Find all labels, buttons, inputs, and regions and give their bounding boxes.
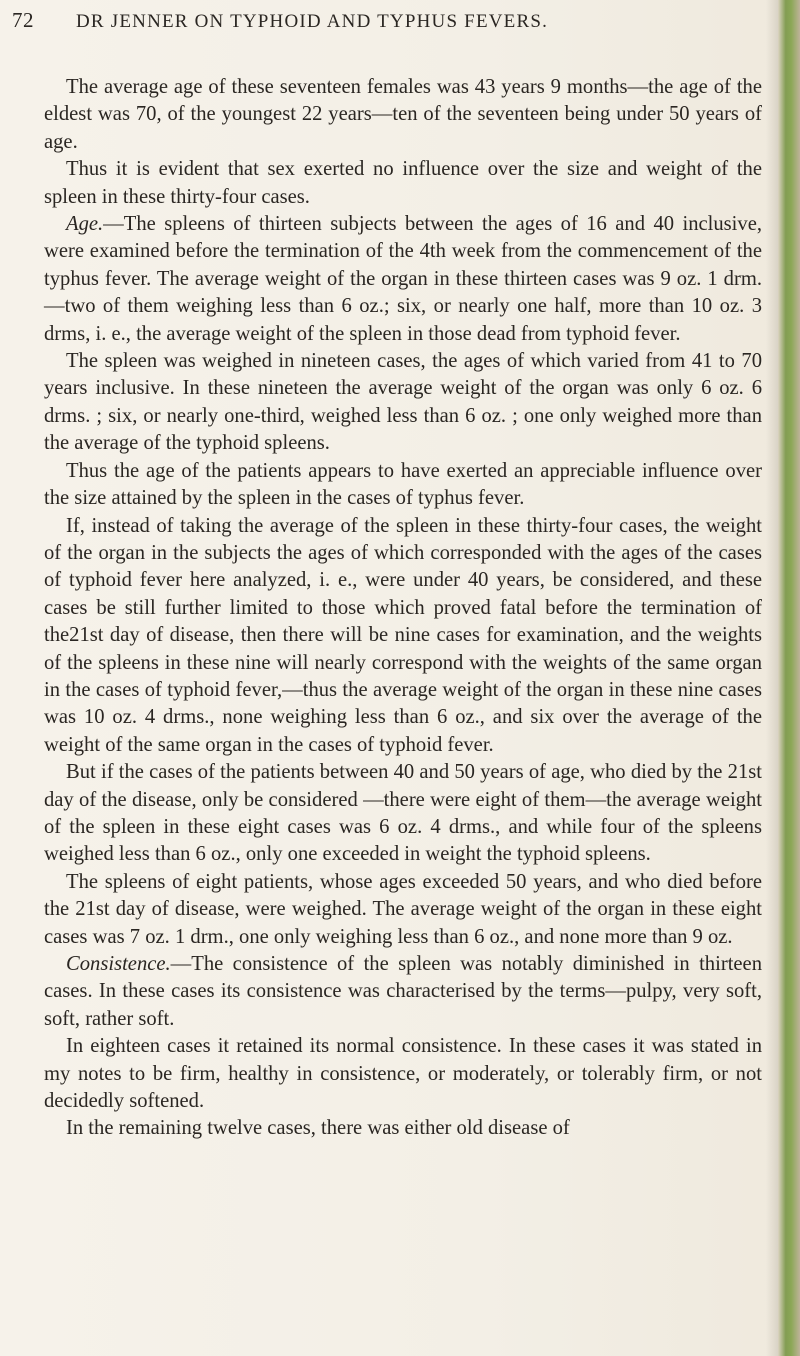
paragraph-text: —The spleens of thirteen subjects between the ages of 16 and 40 inclusive, were examined before the termination of the 4th week from the commencement of the typhus fever. The average weight of the organ in these thirteen cases was 9 oz. 1 drm.—two of them weighing less than 6 oz.; six, or nearly one half, more than 10 oz. 3 drms, i. e., the average weight of the spleen in those dead from typhoid fever. bbox=[44, 213, 762, 345]
paragraph-text: The spleen was weighed in nineteen cases, the ages of which varied from 41 to 70 years inclusive. In these nineteen the average weight of the organ was only 6 oz. 6 drms. ; six, or nearly one-third, weighed less than 6 oz. ; one only weighed more than the average of the typhoid spleens. bbox=[44, 350, 762, 455]
section-lead: Consistence. bbox=[66, 953, 171, 975]
paragraph-text: If, instead of taking the average of the spleen in these thirty-four cases, the weight of the organ in the subjects the ages of which corresponded with the ages of the cases of typhoid fever here analyzed, i. e., were under 40 years, be considered, and these cases be still further limited to those which proved fatal before the termination of the21st day of disease, then there will be nine cases for examination, and the weights of the spleens in these nine will nearly correspond with the weights of the same organ in the cases of typhoid fever,—thus the average weight of the organ in these nine cases was 10 oz. 4 drms., none weighing less than 6 oz., and six over the average of the weight of the same organ in the cases of typhoid fever. bbox=[44, 514, 762, 756]
paragraph bbox=[44, 951, 762, 1033]
paragraph bbox=[44, 156, 762, 211]
running-title: DR JENNER ON TYPHOID AND TYPHUS FEVERS. bbox=[76, 11, 549, 32]
paragraph bbox=[44, 348, 762, 458]
paragraph-text: But if the cases of the patients between 40 and 50 years of age, who died by the 21st day of the disease, only be considered —there were eight of them—the average weight of the spleen in these eight cases was 6 oz. 4 drms., and while four of the spleens weighed less than 6 oz., only one exceeded in weight the typhoid spleens. bbox=[44, 761, 762, 866]
paragraph bbox=[44, 1115, 762, 1142]
body-text bbox=[44, 74, 762, 1143]
paragraph bbox=[44, 1033, 762, 1115]
paragraph-text: In eighteen cases it retained its normal consistence. In these cases it was stated in my notes to be firm, healthy in consistence, or moderately, or tolerably firm, or not decidedly softened. bbox=[44, 1035, 762, 1113]
section-lead: Age. bbox=[66, 213, 104, 236]
paragraph-text: The average age of these seventeen females was 43 years 9 months—the age of the eldest was 70, of the youngest 22 years—ten of the seventeen being under 50 years of age. bbox=[44, 76, 762, 153]
paragraph-text: Thus it is evident that sex exerted no influence over the size and weight of the spleen in these thirty-four cases. bbox=[44, 158, 762, 208]
paragraph bbox=[44, 869, 762, 951]
paragraph bbox=[44, 211, 762, 348]
paragraph-text: The spleens of eight patients, whose ages exceeded 50 years, and who died before the 21st day of disease, were weighed. The average weight of the organ in these eight cases was 7 oz. 1 drm., one only weighing less than 6 oz., and none more than 9 oz. bbox=[44, 870, 762, 948]
paragraph bbox=[44, 458, 762, 513]
running-header bbox=[12, 8, 712, 36]
paragraph-text: Thus the age of the patients appears to have exerted an appreciable influence over the size attained by the spleen in the cases of typhus fever. bbox=[44, 459, 762, 510]
page-number: 72 bbox=[12, 8, 34, 32]
paragraph bbox=[44, 513, 762, 760]
paragraph-text: In the remaining twelve cases, there was either old disease of bbox=[66, 1117, 570, 1140]
paragraph bbox=[44, 759, 762, 869]
paragraph-text: —The consistence of the spleen was notably diminished in thirteen cases. In these cases its consistence was characterised by the terms—pulpy, very soft, soft, rather soft. bbox=[44, 953, 762, 1030]
page-gutter-shadow bbox=[766, 0, 778, 1356]
book-binding-edge bbox=[778, 0, 800, 1356]
paragraph bbox=[44, 74, 762, 156]
